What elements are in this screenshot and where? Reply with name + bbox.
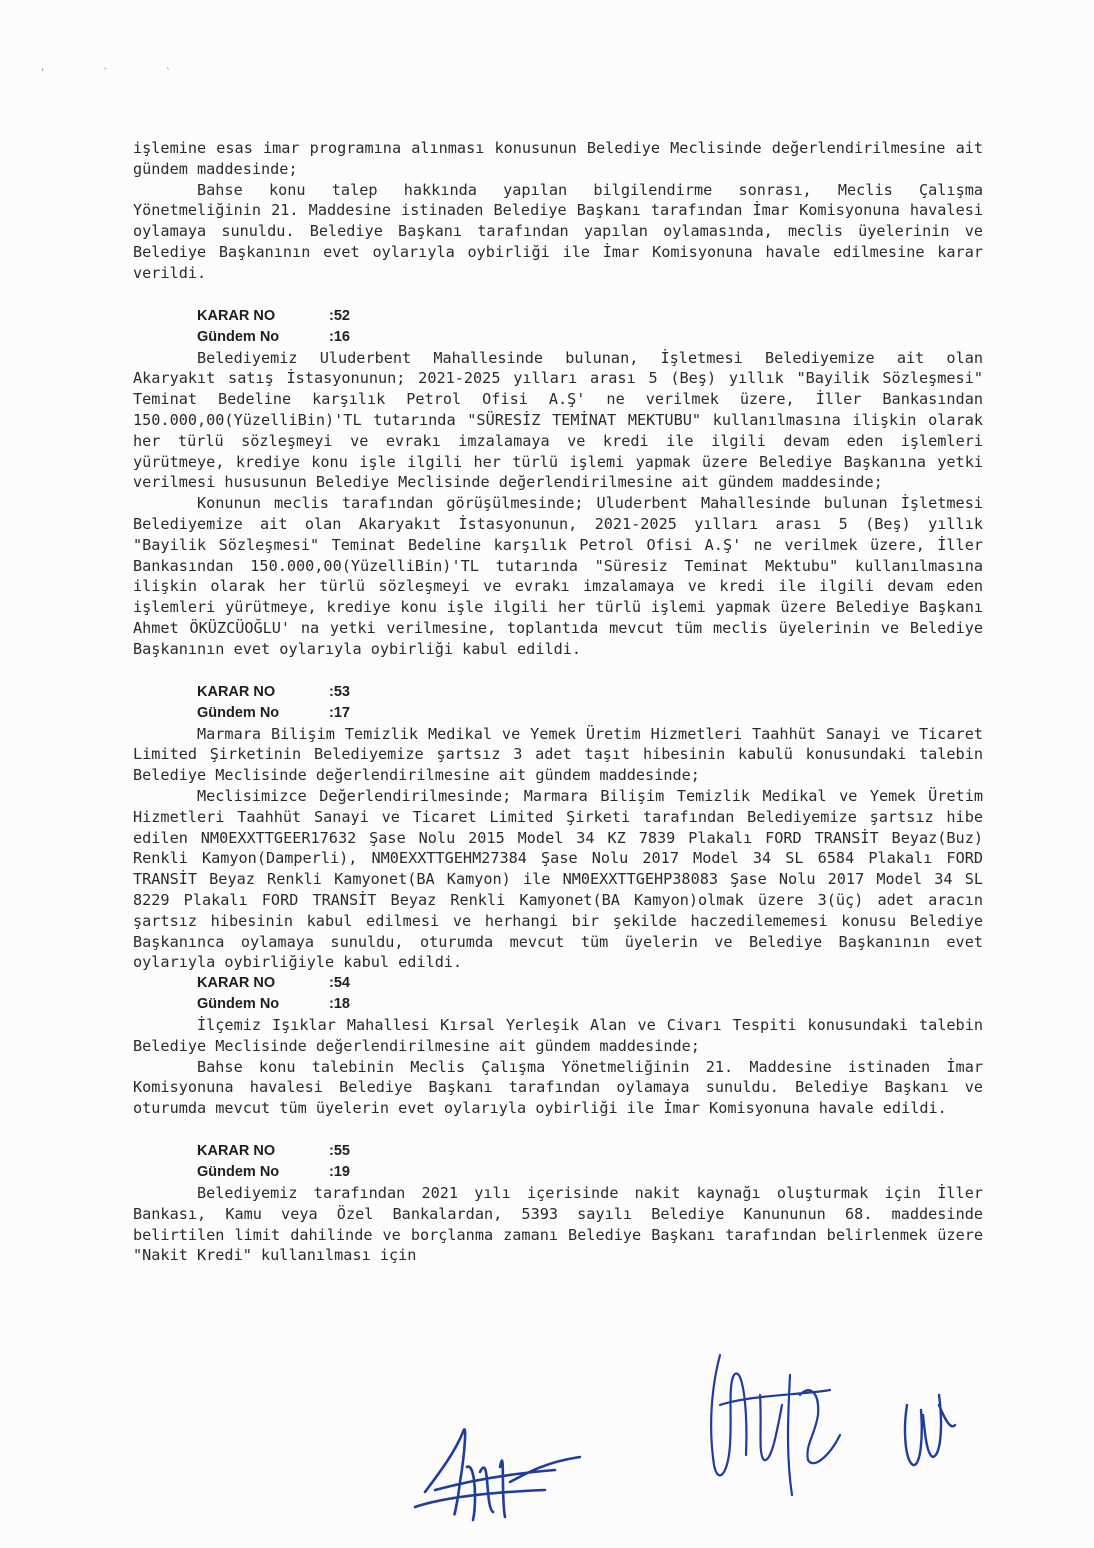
intro-paragraph-2: Bahse konu talep hakkında yapılan bilgilendirme sonrası, Meclis Çalışma Yönetmeliğinin 21. Maddesine istinaden Belediye Başkanı tarafından İmar Komisyonuna havalesi oylamaya sunuldu. Belediye Başkanı tarafından yapılan oylamasında, meclis üyelerinin ve Belediye Başkanının evet oylarıyla oybirliği ile İmar Komisyonuna havale edilmesine karar verildi.: [133, 180, 983, 282]
karar-no-value: :54: [329, 975, 350, 992]
decision-paragraph: Belediyemiz tarafından 2021 yılı içerisinde nakit kaynağı oluşturmak için İller Bankası, Kamu veya Özel Bankalardan, 5393 sayılı Belediye Kanununun 68. maddesinde belirtilen limit dahilinde ve borçlanma zamanı Belediye Başkanı tarafından belirlenmek üzere "Nakit Kredi" kullanılması için: [133, 1184, 983, 1265]
gundem-no-value: :16: [329, 328, 350, 345]
document-body: [133, 138, 983, 1266]
decision-52: [133, 306, 983, 660]
decision-paragraph: Meclisimizce Değerlendirilmesinde; Marmara Bilişim Temizlik Medikal ve Yemek Üretim Hizmetleri Taahhüt Sanayi ve Ticaret Limited Şirketi tarafından Belediyemize şartsız hibe edilen NM0EXXTTGEER17632 Şase Nolu 2015 Model 34 KZ 7839 Plakalı FORD TRANSİT Beyaz(Buz) Renkli Kamyon(Damperli), NM0EXXTTGEHM27384 Şase Nolu 2017 Model 34 SL 6584 Plakalı FORD TRANSİT Beyaz Renkli Kamyonet(BA Kamyon) ile NM0EXXTTGEHP38083 Şase Nolu 2017 Model 34 SL 8229 Plakalı FORD TRANSİT Beyaz Renkli Kamyonet(BA Kamyon)olmak üzere 3(üç) adet aracın şartsız hibesinin kabul edilmesi ve herhangi bir şekilde haczedilememesi konusu Belediye Başkanınca oylamaya sunuldu, oturumda mevcut tüm üyelerin ve Belediye Başkanının evet oylarıyla oybirliğiyle kabul edildi.: [133, 786, 983, 972]
decision-55: [133, 1141, 983, 1266]
decision-paragraph: Belediyemiz Uluderbent Mahallesinde bulunan, İşletmesi Belediyemize ait olan Akaryakıt satış İstasyonunun; 2021-2025 yılları arası 5 (Beş) yıllık "Bayilik Sözleşmesi" Teminat Bedeline karşılık Petrol Ofisi A.Ş' ne verilmek üzere, İller Bankasından 150.000,00(YüzelliBin)'TL tutarında "SÜRESİZ TEMİNAT MEKTUBU" kullanılmasına ilişkin olarak her türlü sözleşmeyi ve evrakı imzalamaya ve kredi ile ilgili devam eden işlemleri yürütmeye, krediye konu işle ilgili her türlü işlemi yapmak üzere Belediye Başkanına yetki verilmesi hususunun Belediye Meclisinde değerlendirilmesine ait gündem maddesinde;: [133, 348, 983, 492]
decision-53: [133, 682, 983, 974]
karar-no-line: KARAR NO :52: [197, 307, 350, 324]
decision-paragraph: Marmara Bilişim Temizlik Medikal ve Yemek Üretim Hizmetleri Taahhüt Sanayi ve Ticaret Limited Şirketinin Belediyemize şartsız 3 adet taşıt hibesinin kabulü konusundaki talebin Belediye Meclisinde değerlendirilmesine ait gündem maddesinde;: [133, 724, 983, 785]
karar-no-line: KARAR NO :54: [197, 975, 350, 992]
intro-paragraph-1: işlemine esas imar programına alınması konusunun Belediye Meclisinde değerlendirilmesine ait gündem maddesinde;: [133, 139, 983, 178]
decision-paragraph: Konunun meclis tarafından görüşülmesinde; Uluderbent Mahallesinde bulunan İşletmesi Belediyemize ait olan Akaryakıt İstasyonunun, 2021-2025 yılları arası 5 (Beş) yıllık "Bayilik Sözleşmesi" Teminat Bedeline karşılık Petrol Ofisi A.Ş' ne verilmek üzere, İller Bankasından 150.000,00(YüzelliBin)'TL tutarında "Süresiz Teminat Mektubu" kullanılmasına ilişkin olarak her türlü sözleşmeyi ve evrakı imzalamaya ve kredi ile ilgili devam eden işlemleri yürütmeye, krediye konu işle ilgili her türlü işlemi yapmak üzere Belediye Başkanı Ahmet ÖKÜZCÜOĞLU' na yetki verilmesine, toplantıda mevcut tüm meclis üyelerinin ve Belediye Başkanının evet oylarıyla oybirliği kabul edildi.: [133, 494, 983, 658]
decision-paragraph: Bahse konu talebinin Meclis Çalışma Yönetmeliğinin 21. Maddesine istinaden İmar Komisyonuna havalesi Belediye Başkanı tarafından oylamaya sunuldu. Belediye Başkanı ve oturumda mevcut tüm üyelerin evet oylarıyla oybirliği ile İmar Komisyonuna havale edildi.: [133, 1057, 983, 1118]
karar-no-value: :53: [329, 683, 350, 700]
karar-no-value: :52: [329, 307, 350, 324]
scan-specks: ' ` `: [40, 68, 198, 78]
signature-2: [690, 1335, 860, 1510]
karar-no-line: KARAR NO :53: [197, 683, 350, 700]
gundem-no-line: Gündem No :16: [197, 328, 350, 345]
decision-paragraph: İlçemiz Işıklar Mahallesi Kırsal Yerleşik Alan ve Civarı Tespiti konusundaki talebin Belediye Meclisinde değerlendirilmesine ait gündem maddesinde;: [133, 1016, 983, 1055]
decision-54: [133, 973, 983, 1119]
gundem-no-line: Gündem No :17: [197, 704, 350, 721]
signature-1: [405, 1412, 595, 1530]
gundem-no-line: Gündem No :18: [197, 996, 350, 1013]
signature-3: [895, 1375, 965, 1475]
gundem-no-value: :19: [329, 1164, 350, 1181]
karar-no-value: :55: [329, 1143, 350, 1160]
gundem-no-value: :17: [329, 704, 350, 721]
gundem-no-value: :18: [329, 996, 350, 1013]
karar-no-line: KARAR NO :55: [197, 1143, 350, 1160]
gundem-no-line: Gündem No :19: [197, 1164, 350, 1181]
